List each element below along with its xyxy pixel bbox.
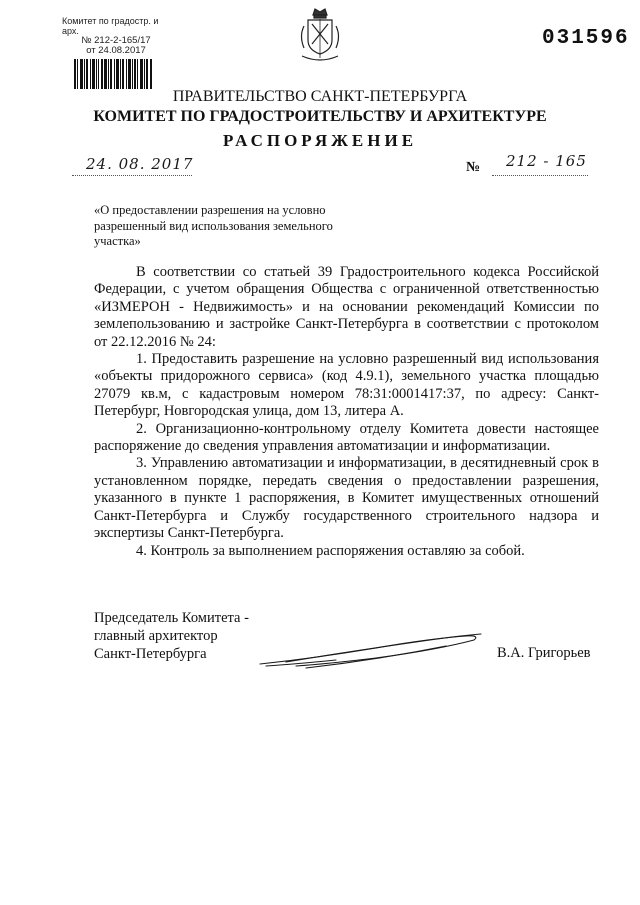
order-number-label: № bbox=[466, 160, 481, 175]
number-underline bbox=[492, 175, 588, 176]
clause-2: 2. Организационно-контрольному отделу Комитета довести настоящее распоряжение до сведения управления автоматизации и информатизации. bbox=[94, 420, 599, 455]
stamp-committee: Комитет по градостр. и арх. bbox=[62, 16, 159, 36]
handwritten-signature bbox=[256, 624, 486, 672]
committee-title: КОМИТЕТ ПО ГРАДОСТРОИТЕЛЬСТВУ И АРХИТЕКТУРЕ bbox=[93, 108, 547, 125]
signatory-position-line: главный архитектор bbox=[94, 628, 218, 644]
order-date: 24. 08. 2017 bbox=[86, 155, 194, 173]
coat-of-arms-icon bbox=[296, 6, 344, 62]
government-title: ПРАВИТЕЛЬСТВО САНКТ-ПЕТЕРБУРГА bbox=[172, 88, 468, 105]
order-body bbox=[94, 264, 599, 560]
signatory-name: В.А. Григорьев bbox=[497, 645, 591, 661]
clause-1: 1. Предоставить разрешение на условно разрешенный вид использования «объекты придорожного сервиса» (код 4.9.1), земельного участка площадью 27079 кв.м, с кадастровым номером 78:31:0001417:37, по адресу: Санкт-Петербург, Новгородская улица, дом 13, литера А. bbox=[94, 351, 599, 420]
signatory-position-line: Санкт-Петербурга bbox=[94, 646, 207, 662]
order-number: 212 - 165 bbox=[506, 152, 587, 170]
document-serial-number: 031596 bbox=[542, 27, 630, 50]
order-subject: «О предоставлении разрешения на условно разрешенный вид использования земельного участка» bbox=[94, 203, 333, 248]
preamble-paragraph: В соответствии со статьей 39 Градостроительного кодекса Российской Федерации, с учетом обращения Общества с ограниченной ответственностью «ИЗМЕРОН - Недвижимость» и на основании рекомендаций Комиссии по землепользованию и застройке Санкт-Петербурга в соответствии с протоколом от 22.12.2016 № 24: bbox=[94, 264, 599, 350]
signatory-position-line: Председатель Комитета - bbox=[94, 610, 249, 626]
stamp-reg-number: № 212-2-165/17 bbox=[81, 35, 151, 46]
registration-stamp bbox=[62, 16, 170, 89]
date-underline bbox=[72, 175, 192, 176]
clause-4: 4. Контроль за выполнением распоряжения оставляю за собой. bbox=[136, 542, 525, 559]
document-type-title: РАСПОРЯЖЕНИЕ bbox=[222, 131, 418, 150]
barcode-icon bbox=[74, 59, 152, 89]
stamp-reg-date: от 24.08.2017 bbox=[86, 45, 146, 56]
clause-3: 3. Управлению автоматизации и информатизации, в десятидневный срок в установленном порядке, передать сведения о предоставлении разрешения, указанного в пункте 1 распоряжения, в Комитет имущественных отношений Санкт-Петербурга и Службу государственного строительного надзора и экспертизы Санкт-Петербурга. bbox=[94, 455, 599, 542]
